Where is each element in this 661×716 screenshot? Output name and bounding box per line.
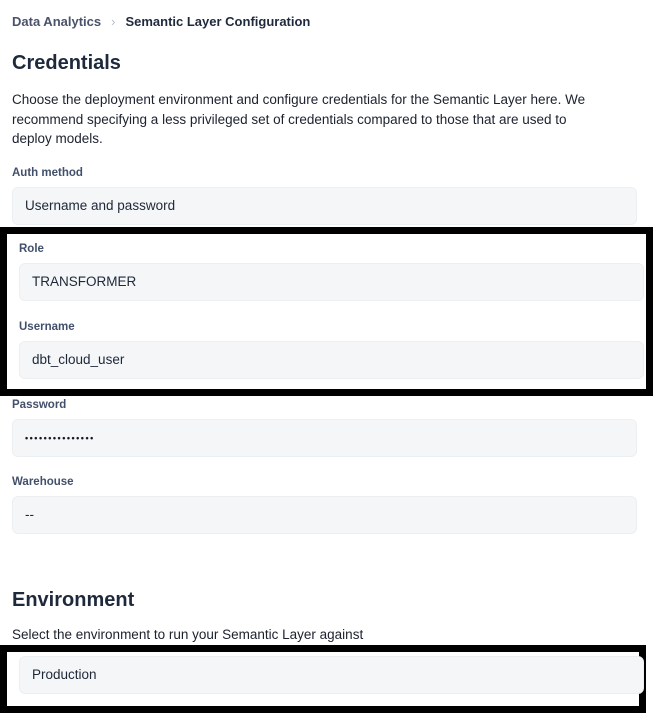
environment-description: Select the environment to run your Semantic Layer against [12,626,364,642]
environment-group [19,656,644,694]
role-group [19,243,644,301]
warehouse-group [12,476,637,534]
environment-field[interactable]: Production [19,656,644,694]
breadcrumb [12,13,661,29]
password-group [12,399,637,457]
environment-highlight-box [0,645,646,713]
environment-section-title: Environment [12,588,135,611]
username-label: Username [19,320,75,333]
chevron-right-icon: › [111,13,116,29]
warehouse-label: Warehouse [12,475,74,488]
auth-method-field[interactable]: Username and password [12,187,637,225]
auth-method-label: Auth method [12,166,83,179]
username-field[interactable]: dbt_cloud_user [19,341,644,379]
role-label: Role [19,242,44,255]
password-label: Password [12,398,67,411]
spacer [12,301,637,321]
credentials-description: Choose the deployment environment and configure credentials for the Semantic Layer here. We recommend specifying a less privileged set of credentials compared to those that are used to deploy models. [12,92,586,146]
password-field[interactable]: ••••••••••••••• [12,419,637,457]
warehouse-field[interactable]: -- [12,496,637,534]
auth-method-group [12,167,637,225]
breadcrumb-item-semantic-layer-configuration: Semantic Layer Configuration [125,13,311,29]
credentials-section-title: Credentials [12,52,121,74]
role-username-highlight-box [0,227,653,396]
breadcrumb-item-data-analytics[interactable]: Data Analytics [12,13,102,29]
role-field[interactable]: TRANSFORMER [19,263,644,301]
username-group [19,321,644,379]
